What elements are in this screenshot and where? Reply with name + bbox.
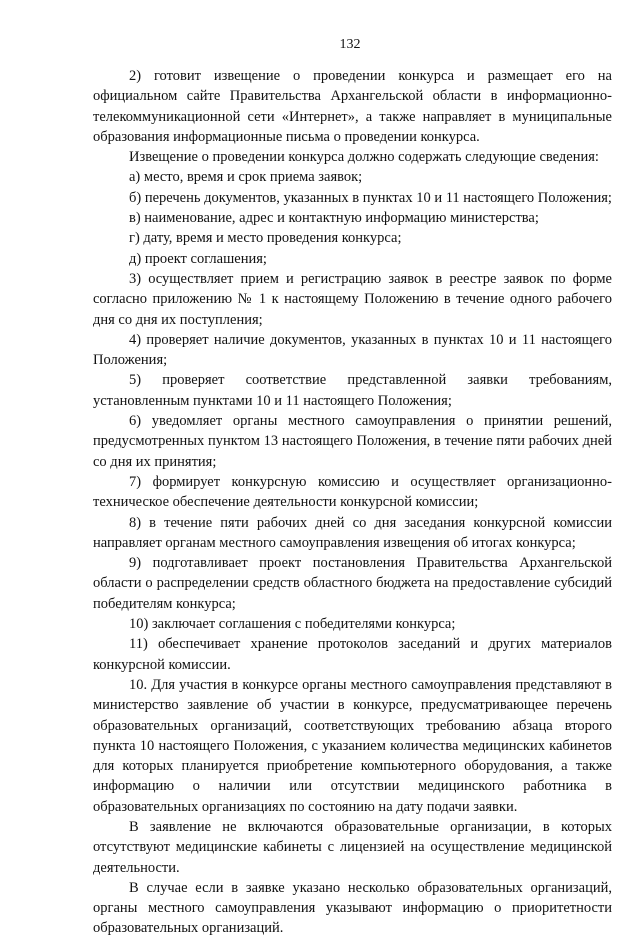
document-body — [93, 66, 612, 939]
paragraph: 8) в течение пяти рабочих дней со дня заседания конкурсной комиссии направляет органам местного самоуправления извещения об итогах конкурса; — [93, 514, 612, 551]
paragraph: 6) уведомляет органы местного самоуправления о принятии решений, предусмотренных пунктом 13 настоящего Положения, в течение пяти рабочих дней со дня их принятия; — [93, 413, 612, 470]
paragraph: Извещение о проведении конкурса должно содержать следующие сведения: — [129, 149, 599, 166]
paragraph: 4) проверяет наличие документов, указанных в пунктах 10 и 11 настоящего Положения; — [93, 331, 612, 369]
page-number: 132 — [339, 37, 361, 52]
paragraph: 10) заключает соглашения с победителями конкурса; — [129, 616, 456, 633]
paragraph: 9) подготавливает проект постановления Правительства Архангельской области о распределении средств областного бюджета на предоставление субсидий победителям конкурса; — [93, 555, 612, 612]
paragraph: В заявление не включаются образовательные организации, в которых отсутствуют медицинские кабинеты с лицензией на осуществление медицинской деятельности. — [93, 818, 612, 876]
paragraph: г) дату, время и место проведения конкурса; — [129, 230, 402, 247]
paragraph: в) наименование, адрес и контактную информацию министерства; — [129, 210, 539, 227]
paragraph: В случае если в заявке указано несколько образовательных организаций, органы местного самоуправления указывают информацию о приоритетности образовательных организаций. — [93, 879, 612, 937]
paragraph: 11) обеспечивает хранение протоколов заседаний и других материалов конкурсной комиссии. — [93, 636, 612, 673]
paragraph: 3) осуществляет прием и регистрацию заявок в реестре заявок по форме согласно приложению № 1 к настоящему Положению в течение одного рабочего дня со дня их поступления; — [93, 270, 612, 328]
paragraph: б) перечень документов, указанных в пунктах 10 и 11 настоящего Положения; — [129, 189, 612, 206]
paragraph: д) проект соглашения; — [129, 250, 267, 267]
paragraph: 10. Для участия в конкурсе органы местного самоуправления представляют в министерство заявление об участии в конкурсе, предусматривающее перечень образовательных организаций, соответствующих требованию абзаца второго пункта 10 настоящего Положения, с указанием количества медицинских кабинетов для которых планируется приобретение компьютерного оборудования, а также информацию о наличии или отсутствии медицинского работника в образовательных организациях по состоянию на дату подачи заявки. — [93, 676, 612, 815]
paragraph: а) место, время и срок приема заявок; — [129, 169, 363, 186]
paragraph: 5) проверяет соответствие представленной заявки требованиям, установленным пунктами 10 и 11 настоящего Положения; — [93, 372, 612, 409]
paragraph: 7) формирует конкурсную комиссию и осуществляет организационно-техническое обеспечение деятельности конкурсной комиссии; — [93, 473, 612, 511]
paragraph: 2) готовит извещение о проведении конкурса и размещает его на официальном сайте Правительства Архангельской области в информационно-телекоммуникационной сети «Интернет», а также направляет в муниципальные образования информационные письма о проведении конкурса. — [93, 68, 612, 145]
